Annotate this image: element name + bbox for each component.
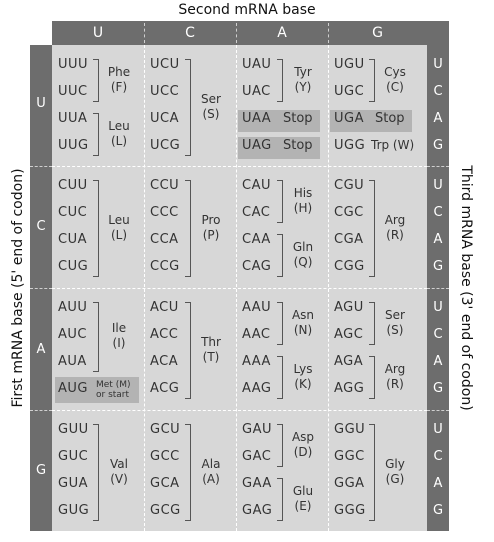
third-base-letter: C (433, 205, 443, 220)
codon-bracket (277, 234, 283, 277)
codon-label: AUC (58, 327, 87, 342)
amino-acid-name: Thr (201, 334, 221, 349)
amino-acid-name: Phe (107, 64, 131, 79)
codon-label: UUG (58, 138, 89, 153)
bar-divider (30, 288, 52, 289)
third-base-letter: A (433, 232, 443, 247)
codon-label: GGC (334, 449, 365, 464)
amino-acid-name: Arg (384, 361, 406, 376)
right-axis-label: Third mRNA base (3' end of codon) (458, 165, 474, 411)
codon-label: AUU (58, 300, 88, 315)
codon-label: GAA (242, 476, 272, 491)
third-base-letter: A (433, 476, 443, 491)
amino-acid-code: (V) (110, 471, 128, 486)
codon-bracket (185, 424, 191, 521)
codon-label: UCC (150, 84, 180, 99)
stop-label-uaa: Stop (283, 111, 313, 126)
amino-acid-code: (F) (110, 79, 128, 94)
codon-label: UGC (334, 84, 365, 99)
amino-acid-code: (H) (293, 200, 313, 215)
amino-acid-name: Leu (108, 212, 130, 227)
third-base-letter: A (433, 354, 443, 369)
codon-bracket (93, 424, 99, 521)
third-base-letter: U (433, 178, 443, 193)
first-base-a: A (36, 342, 46, 357)
met-label: Met (M) (96, 380, 131, 390)
amino-acid-code: (A) (202, 471, 220, 486)
header-divider (236, 23, 237, 43)
stop-label-uag: Stop (283, 138, 313, 153)
codon-label: AAA (242, 354, 271, 369)
second-base-a: A (277, 25, 287, 41)
codon-label: ACU (150, 300, 179, 315)
amino-acid-name: Pro (201, 212, 221, 227)
chart-title: Second mRNA base (178, 2, 316, 18)
codon-label: CAA (242, 232, 271, 247)
codon-label: GCG (150, 503, 181, 518)
bar-divider (30, 166, 52, 167)
trp-label: Trp (W) (371, 138, 415, 152)
codon-bracket (277, 180, 283, 223)
amino-acid-name: His (293, 185, 313, 200)
codon-bracket (277, 478, 283, 521)
codon-label: UUU (58, 57, 89, 72)
amino-acid-code: (P) (202, 227, 220, 242)
first-base-g: G (35, 463, 47, 478)
codon-label: CUG (58, 259, 89, 274)
codon-label: UCU (150, 57, 180, 72)
codon-bracket (93, 113, 99, 156)
start-label: or start (96, 390, 130, 400)
codon-label: CGA (334, 232, 364, 247)
codon-bracket (369, 356, 375, 399)
codon-bracket (93, 59, 99, 102)
codon-label: CUU (58, 178, 88, 193)
amino-acid-name: Gln (292, 239, 314, 254)
codon-label: UGG (334, 138, 366, 153)
amino-acid-name: Glu (292, 483, 314, 498)
header-divider (144, 23, 145, 43)
third-base-letter: U (433, 422, 443, 437)
bar-divider (427, 288, 449, 289)
codon-label: GCA (150, 476, 180, 491)
codon-label: ACC (150, 327, 179, 342)
codon-bracket (369, 302, 375, 345)
amino-acid-code: (T) (202, 349, 220, 364)
codon-label: AAU (242, 300, 272, 315)
codon-label: UUA (58, 111, 88, 126)
amino-acid-name: Leu (108, 118, 130, 133)
amino-acid-name: Ser (385, 307, 405, 322)
bar-divider (427, 166, 449, 167)
header-divider (328, 23, 329, 43)
codon-label: CAG (242, 259, 272, 274)
codon-bracket (185, 302, 191, 399)
codon-label: CCU (150, 178, 180, 193)
amino-acid-code: (I) (112, 336, 126, 350)
codon-label: UAC (242, 84, 271, 99)
codon-label: UCA (150, 111, 179, 126)
codon-label: CGU (334, 178, 365, 193)
row-divider (52, 410, 427, 411)
codon-bracket (185, 59, 191, 156)
codon-label: CCC (150, 205, 179, 220)
amino-acid-code: (C) (386, 79, 404, 94)
codon-bracket (277, 424, 283, 467)
amino-acid-code: (Q) (293, 254, 313, 269)
amino-acid-code: (D) (293, 444, 313, 459)
codon-label: CCA (150, 232, 179, 247)
codon-bracket (369, 59, 375, 102)
codon-label: UGA (334, 111, 364, 126)
codon-label: GUG (58, 503, 90, 518)
amino-acid-code: (E) (294, 498, 312, 513)
third-base-letter: G (432, 381, 444, 396)
amino-acid-code: (L) (110, 227, 128, 242)
codon-label: GUC (58, 449, 89, 464)
second-base-g: G (372, 25, 383, 41)
codon-bracket (369, 424, 375, 521)
row-divider (52, 288, 427, 289)
amino-acid-name: Gly (385, 456, 405, 471)
third-base-letter: G (432, 503, 444, 518)
third-base-letter: G (432, 138, 444, 153)
row-divider (52, 166, 427, 167)
third-base-letter: C (433, 449, 443, 464)
codon-label: AUA (58, 354, 87, 369)
codon-label: AGG (334, 381, 365, 396)
codon-label: GAG (242, 503, 273, 518)
amino-acid-code: (K) (294, 376, 312, 391)
codon-bracket (277, 59, 283, 102)
codon-label: GGG (334, 503, 366, 518)
left-axis-label: First mRNA base (5' end of codon) (10, 168, 26, 408)
codon-label: GCC (150, 449, 180, 464)
codon-bracket (277, 302, 283, 345)
codon-label: AUG (58, 381, 88, 396)
codon-label: UAA (242, 111, 272, 126)
codon-label: CAU (242, 178, 271, 193)
amino-acid-code: (L) (110, 133, 128, 148)
codon-label: ACA (150, 354, 179, 369)
amino-acid-name: Tyr (294, 64, 312, 79)
stop-label-uga: Stop (375, 111, 405, 126)
codon-bracket (93, 180, 99, 277)
codon-bracket (369, 180, 375, 277)
codon-label: GGA (334, 476, 365, 491)
first-base-c: C (36, 219, 46, 234)
second-base-u: U (92, 25, 104, 41)
codon-bracket (93, 302, 99, 372)
second-base-c: C (185, 25, 195, 41)
amino-acid-name: Cys (384, 64, 406, 79)
codon-label: UGU (334, 57, 365, 72)
third-base-letter: C (433, 327, 443, 342)
codon-label: CUA (58, 232, 87, 247)
amino-acid-code: (R) (386, 227, 404, 242)
third-base-letter: A (433, 111, 443, 126)
codon-label: UCG (150, 138, 181, 153)
codon-bracket (185, 180, 191, 277)
amino-acid-name: Arg (384, 212, 406, 227)
codon-label: GGU (334, 422, 366, 437)
amino-acid-name: Lys (293, 361, 313, 376)
bar-divider (427, 410, 449, 411)
amino-acid-code: (G) (385, 471, 405, 486)
bar-divider (30, 410, 52, 411)
third-base-letter: G (432, 259, 444, 274)
codon-label: GUA (58, 476, 88, 491)
codon-label: GUU (58, 422, 89, 437)
codon-label: UUC (58, 84, 88, 99)
amino-acid-code: (R) (386, 376, 404, 391)
codon-label: CGC (334, 205, 364, 220)
codon-label: CGG (334, 259, 365, 274)
amino-acid-code: (N) (293, 322, 313, 337)
codon-label: AGC (334, 327, 364, 342)
amino-acid-name: Asn (291, 307, 315, 322)
third-base-letter: U (433, 300, 443, 315)
amino-acid-name: Asp (291, 429, 315, 444)
amino-acid-code: (Y) (294, 79, 312, 94)
codon-label: AAC (242, 327, 271, 342)
codon-label: ACG (150, 381, 180, 396)
first-base-u: U (36, 96, 46, 111)
third-base-letter: C (433, 84, 443, 99)
codon-label: GCU (150, 422, 181, 437)
codon-label: CUC (58, 205, 88, 220)
codon-label: AGA (334, 354, 364, 369)
codon-label: UAG (242, 138, 272, 153)
codon-label: AAG (242, 381, 272, 396)
codon-label: GAU (242, 422, 272, 437)
codon-label: CCG (150, 259, 180, 274)
codon-label: GAC (242, 449, 272, 464)
amino-acid-name: Val (110, 456, 128, 471)
codon-label: CAC (242, 205, 271, 220)
amino-acid-name: Ala (201, 456, 221, 471)
codon-label: UAU (242, 57, 272, 72)
codon-bracket (277, 356, 283, 399)
amino-acid-name: Ser (201, 91, 221, 106)
third-base-letter: U (433, 57, 443, 72)
amino-acid-code: (S) (386, 322, 404, 337)
amino-acid-code: (S) (202, 106, 220, 121)
amino-acid-name: Ile (111, 321, 127, 335)
codon-label: AGU (334, 300, 364, 315)
